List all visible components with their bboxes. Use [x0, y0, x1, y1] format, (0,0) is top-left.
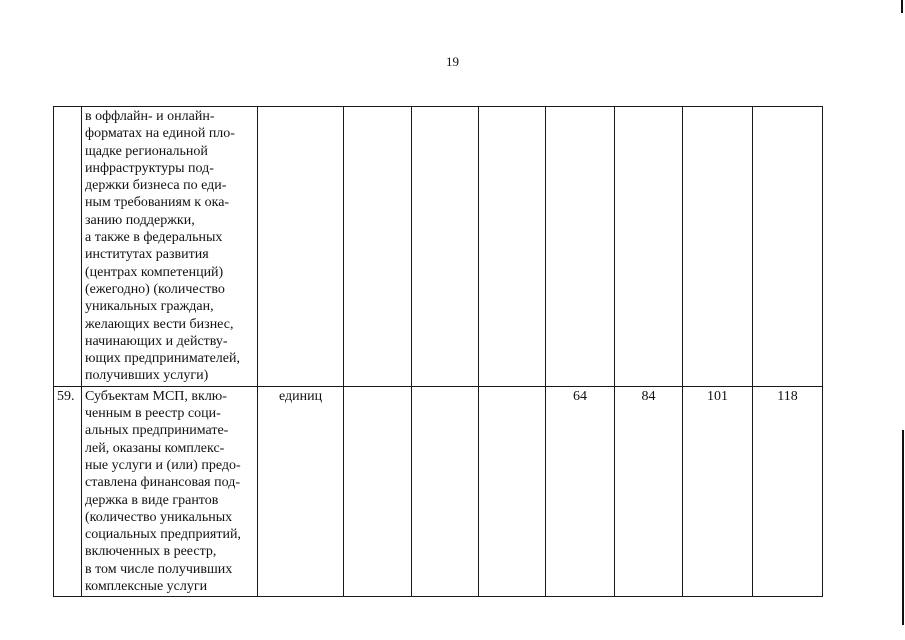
indicator-name-line: уникальных граждан,: [85, 299, 214, 315]
value-cell: [344, 107, 412, 387]
indicator-name-cell: [82, 107, 258, 387]
value-cell: 101: [683, 386, 753, 597]
value-cell: [546, 107, 615, 387]
value-cell: [479, 386, 546, 597]
indicator-name-line: получивших услуги): [85, 368, 209, 384]
indicator-table: [53, 106, 823, 597]
indicator-name-line: альных предпринимате-: [85, 423, 229, 439]
indicator-name-line: щадке региональной: [85, 143, 208, 159]
indicator-name-line: включенных в реестр,: [85, 544, 217, 560]
page-number: 19: [446, 54, 459, 69]
value-cell: [344, 386, 412, 597]
indicator-name-line: ченным в реестр соци-: [85, 406, 221, 422]
indicator-name-line: желающих вести бизнес,: [85, 316, 234, 332]
value-cell: [615, 107, 683, 387]
indicator-name-line: а также в федеральных: [85, 230, 223, 246]
indicator-name-line: в том числе получивших: [85, 561, 233, 577]
indicator-name-line: держки бизнеса по еди-: [85, 178, 227, 194]
value-cell: [683, 107, 753, 387]
table-row: [54, 386, 823, 597]
unit-cell: единиц: [258, 386, 344, 597]
indicator-name-line: инфраструктуры под-: [85, 160, 214, 176]
indicator-name-line: (центрах компетенций): [85, 264, 224, 280]
indicator-name-line: лей, оказаны комплекс-: [85, 440, 225, 456]
indicator-name-line: комплексные услуги: [85, 579, 208, 595]
indicator-name-line: форматах на единой пло-: [85, 126, 235, 142]
indicator-name-line: ным требованиям к ока-: [85, 195, 230, 211]
indicator-name-line: (ежегодно) (количество: [85, 281, 225, 297]
scan-edge-mark-right: [902, 430, 904, 625]
value-cell: [412, 107, 479, 387]
indicator-name-line: ющих предпринимателей,: [85, 351, 240, 367]
indicator-name-line: социальных предприятий,: [85, 527, 241, 543]
value-cell: [753, 107, 823, 387]
indicator-name-line: ставлена финансовая под-: [85, 475, 240, 491]
indicator-name-cell: [82, 386, 258, 597]
value-cell: [412, 386, 479, 597]
scan-edge-mark-top: [901, 0, 903, 13]
indicator-name-line: начинающих и действу-: [85, 333, 228, 349]
row-number-cell: 59.: [54, 386, 82, 597]
unit-cell: [258, 107, 344, 387]
indicator-name-line: Субъектам МСП, вклю-: [85, 388, 227, 404]
indicator-name-line: институтах развития: [85, 247, 209, 263]
value-cell: 84: [615, 386, 683, 597]
table-row: [54, 107, 823, 387]
value-cell: 64: [546, 386, 615, 597]
indicator-name-line: в оффлайн- и онлайн-: [85, 109, 215, 124]
indicator-name-line: (количество уникальных: [85, 509, 233, 525]
value-cell: 118: [753, 386, 823, 597]
indicator-name-line: занию поддержки,: [85, 212, 195, 228]
value-cell: [479, 107, 546, 387]
indicator-name-line: держка в виде грантов: [85, 492, 219, 508]
row-number-cell: [54, 107, 82, 387]
indicator-name-line: ные услуги и (или) предо-: [85, 457, 241, 473]
